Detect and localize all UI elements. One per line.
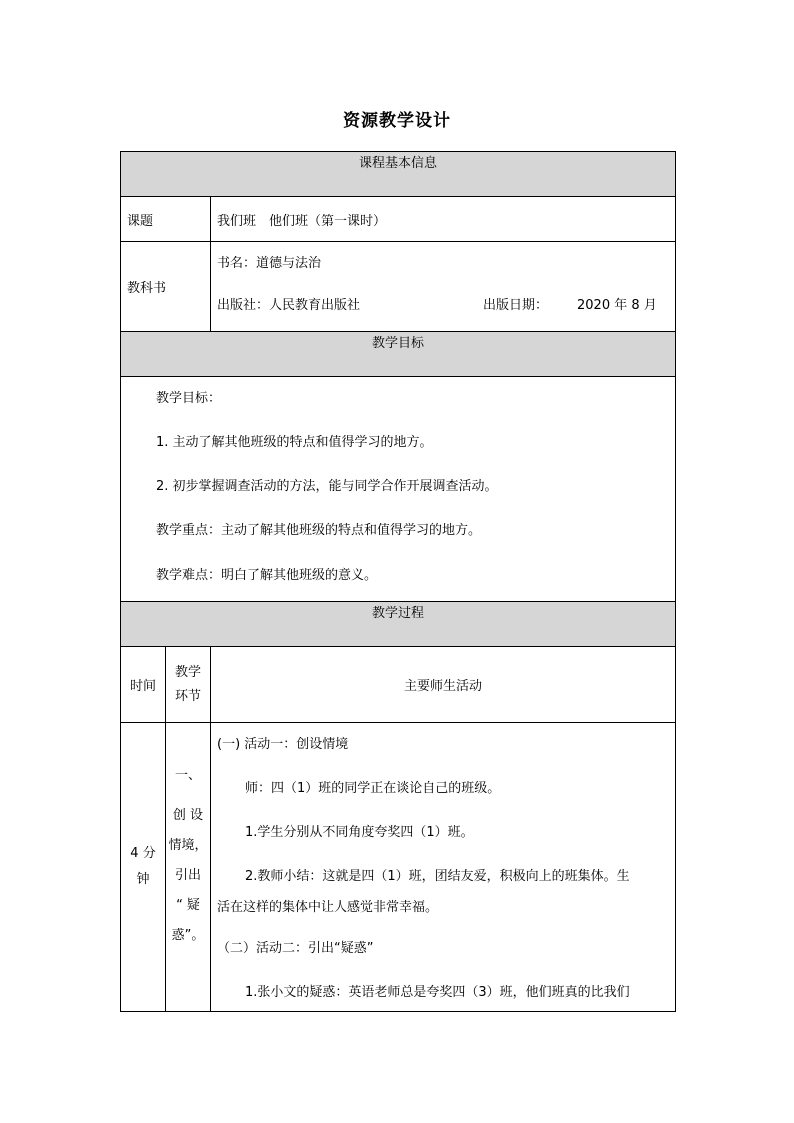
time-cell <box>121 723 166 1012</box>
stage-col-header-line2: 环节 <box>174 688 201 704</box>
goals-cell <box>121 377 676 602</box>
goal-item-2: 2. 初步掌握调查活动的方法，能与同学合作开展调查活动。 <box>156 479 498 494</box>
difficulty: 教学难点：明白了解其他班级的意义。 <box>156 568 378 583</box>
activity-line: 2.教师小结：这就是四（1）班，团结友爱，积极向上的班集体。生 <box>245 869 630 884</box>
publish-date-value: 2020 年 8 月 <box>577 298 657 313</box>
key-point: 教学重点：主动了解其他班级的特点和值得学习的地方。 <box>156 523 482 538</box>
stage-line: 情境， <box>168 838 208 853</box>
topic-label-cell <box>121 197 211 242</box>
process-header: 教学过程 <box>121 602 676 647</box>
stage-line: 惑”。 <box>171 928 205 943</box>
stage-line: 一、 <box>174 768 201 783</box>
stage-line: 引出 <box>174 868 201 883</box>
stage-col-header-line1: 教学 <box>174 664 201 680</box>
time-col-header: 时间 <box>121 647 166 723</box>
topic-label: 课题 <box>127 213 154 229</box>
publisher: 出版社：人民教育出版社 <box>217 298 361 313</box>
activity-cell <box>211 723 676 1012</box>
document-title: 资源教学设计 <box>343 111 451 131</box>
textbook-info-cell <box>211 242 676 332</box>
lesson-plan-table <box>120 151 676 1012</box>
publish-date-label: 出版日期： <box>483 298 549 313</box>
stage-cell <box>166 723 211 1012</box>
time-line1: 4 分 <box>130 846 156 861</box>
stage-col-header <box>166 647 211 723</box>
stage-line <box>166 791 210 801</box>
textbook-label: 教科书 <box>127 281 167 296</box>
activity-line: (一) 活动一：创设情境 <box>217 737 349 752</box>
activity-line: （二）活动二：引出“疑惑” <box>217 941 374 956</box>
book-name: 书名：道德与法治 <box>217 256 322 271</box>
time-line2: 钟 <box>136 872 150 887</box>
topic-value-cell <box>211 197 676 242</box>
activity-col-header: 主要师生活动 <box>211 647 676 723</box>
topic-value: 我们班 他们班（第一课时） <box>217 213 387 229</box>
basic-info-header: 课程基本信息 <box>121 152 676 197</box>
stage-line: “ 疑 <box>176 898 200 913</box>
activity-line: 活在这样的集体中让人感觉非常幸福。 <box>217 900 439 915</box>
activity-line: 师：四（1）班的同学正在谈论自己的班级。 <box>245 781 501 796</box>
activity-line: 1.学生分别从不同角度夸奖四（1）班。 <box>245 825 474 840</box>
stage-line: 创 设 <box>172 808 204 823</box>
goals-heading: 教学目标： <box>156 391 222 406</box>
goal-item-1: 1. 主动了解其他班级的特点和值得学习的地方。 <box>156 435 433 450</box>
goals-header: 教学目标 <box>121 332 676 377</box>
textbook-label-cell <box>121 242 211 332</box>
activity-line: 1.张小文的疑惑：英语老师总是夸奖四（3）班，他们班真的比我们 <box>245 985 630 1000</box>
